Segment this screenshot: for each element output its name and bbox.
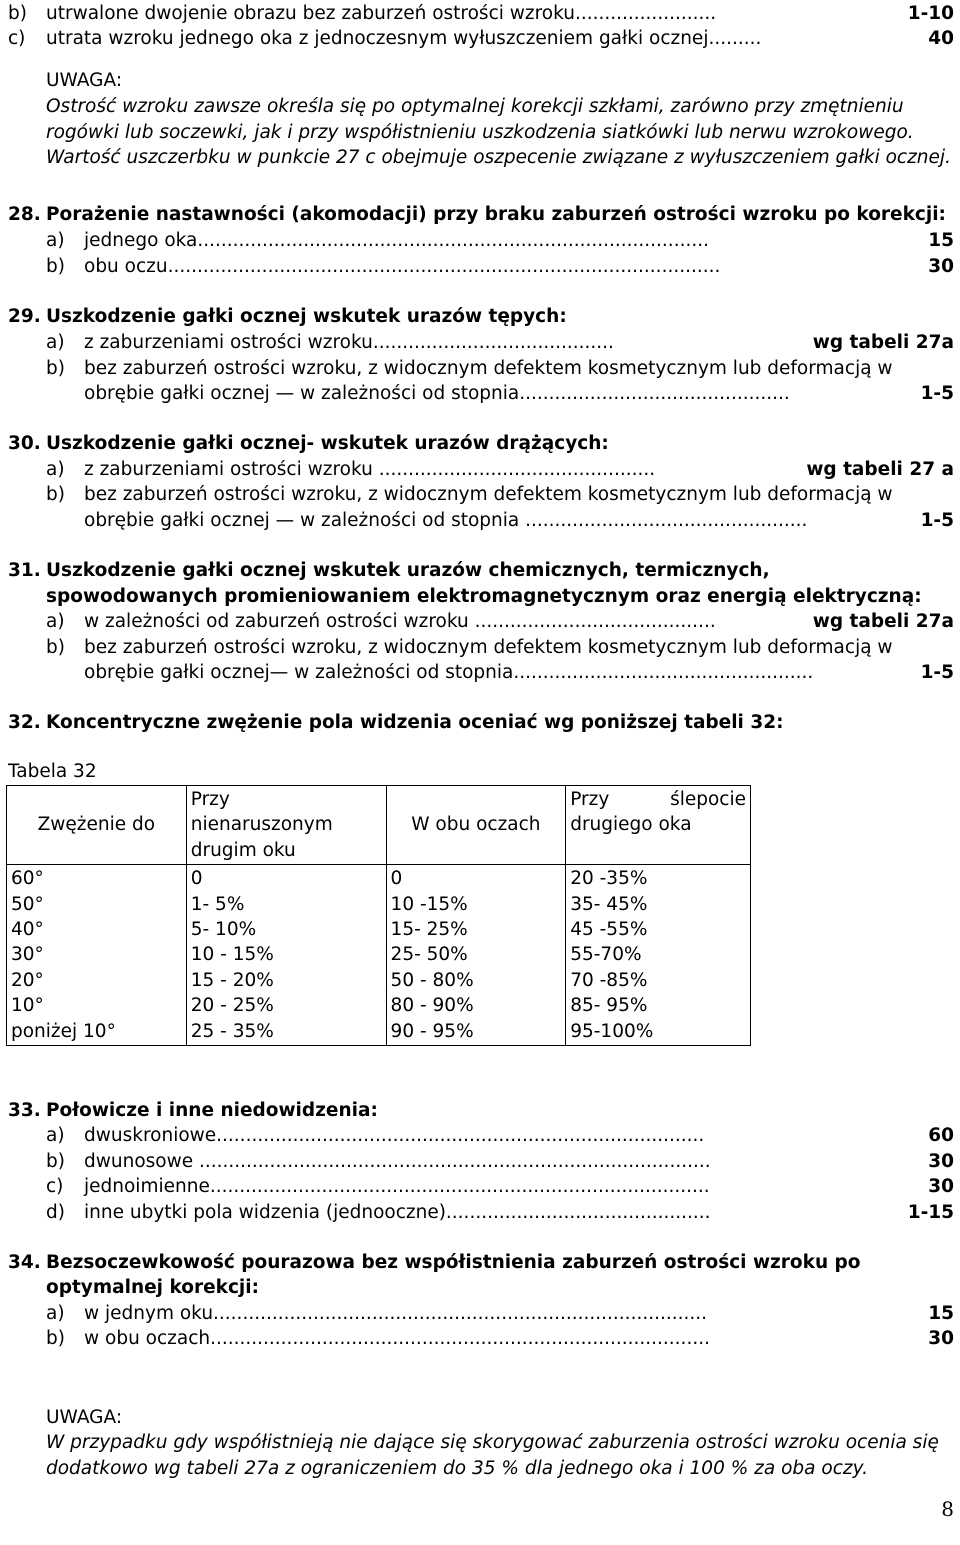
cell-value: 10° (11, 995, 44, 1017)
header-text: drugim oku (190, 839, 296, 861)
item-value: 1-5 (920, 383, 954, 404)
page-number: 8 (941, 1497, 954, 1521)
header-text: drugiego oka (570, 814, 692, 836)
cell-value: 1- 5% (190, 893, 245, 915)
item-label: a) (46, 611, 65, 632)
item-text: jednoimienne..................................................................................... (84, 1176, 710, 1197)
item-label: a) (46, 459, 65, 480)
cell-value: 50 - 80% (390, 969, 474, 991)
item-label: c) (8, 28, 26, 49)
item-label: a) (46, 1303, 65, 1324)
section-number: 29. (8, 306, 41, 327)
item-value: wg tabeli 27a (812, 332, 954, 353)
item-label: a) (46, 1125, 65, 1146)
item-label: b) (46, 1328, 65, 1349)
item-text: dwunosowe ....................................................................................... (84, 1151, 711, 1172)
cell-value: 10 -15% (390, 893, 468, 915)
table-32 (6, 785, 751, 1046)
list-item (46, 1124, 918, 1148)
table-cell (7, 865, 187, 1046)
item-text: w zależności od zaburzeń ostrości wzroku ......................................... (84, 611, 716, 632)
cell-value: 60° (11, 868, 44, 890)
header-cell (186, 786, 386, 865)
note-title: UWAGA: (46, 1407, 123, 1428)
table-cell (566, 865, 751, 1046)
item-label: b) (46, 358, 65, 379)
item-text: utrata wzroku jednego oka z jednoczesnym wyłuszczeniem gałki ocznej......... (46, 28, 762, 49)
section-number: 33. (8, 1100, 41, 1121)
item-text: inne ubytki pola widzenia (jednooczne)............................................. (84, 1202, 711, 1223)
header-text: ślepocie (670, 789, 746, 810)
item-text: bez zaburzeń ostrości wzroku, z widocznym defektem kosmetycznym lub deformacją w (84, 637, 893, 658)
header-text: Przy (570, 789, 610, 810)
cell-value: 45 -55% (570, 919, 648, 941)
item-text-cont: obrębie gałki ocznej— w zależności od stopnia................................................... (84, 662, 814, 683)
item-label: b) (46, 484, 65, 505)
table-header-row (7, 786, 751, 865)
table-data-row (7, 865, 751, 1046)
item-text-cont: obrębie gałki ocznej — w zależności od stopnia.............................................. (84, 383, 790, 404)
table-cell (186, 865, 386, 1046)
cell-value: 0 (390, 868, 403, 890)
item-value: 30 (928, 1176, 954, 1197)
section-title-cont: optymalnej korekcji: (46, 1277, 259, 1298)
item-text: obu oczu.............................................................................................. (84, 256, 721, 277)
item-text: dwuskroniowe................................................................................... (84, 1125, 705, 1146)
item-text: z zaburzeniami ostrości wzroku ............................................... (84, 459, 656, 480)
header-text: nienaruszonym (190, 814, 333, 836)
cell-value: 55-70% (570, 944, 642, 966)
cell-value: 35- 45% (570, 893, 648, 915)
item-value: 30 (928, 1151, 954, 1172)
item-value: wg tabeli 27 a (806, 459, 954, 480)
cell-value: 15 - 20% (190, 969, 274, 991)
section-number: 32. (8, 712, 41, 733)
item-label: b) (46, 637, 65, 658)
item-value: 15 (928, 1303, 954, 1324)
section-title: Połowicze i inne niedowidzenia: (46, 1100, 378, 1121)
section-number: 31. (8, 560, 41, 581)
note-line: rogówki lub soczewki, jak i przy współistnieniu uszkodzenia siatkówki lub nerwu wzrokowego. (46, 122, 914, 143)
header-text: W obu oczach (411, 814, 541, 836)
item-text: bez zaburzeń ostrości wzroku, z widocznym defektem kosmetycznym lub deformacją w (84, 484, 893, 505)
cell-value: 5- 10% (190, 919, 257, 941)
cell-value: 50° (11, 893, 44, 915)
item-label: b) (8, 3, 27, 24)
section-title: Porażenie nastawności (akomodacji) przy braku zaburzeń ostrości wzroku po korekcji: (46, 204, 946, 225)
note-line: Wartość uszczerbku w punkcie 27 c obejmuje oszpecenie związane z wyłuszczeniem gałki ocznej. (46, 147, 951, 168)
note-title: UWAGA: (46, 70, 123, 91)
item-value: 60 (928, 1125, 954, 1146)
cell-value: 20 - 25% (190, 995, 274, 1017)
section-title: Bezsoczewkowość pourazowa bez współistnienia zaburzeń ostrości wzroku po (46, 1252, 861, 1273)
table-caption: Tabela 32 (8, 761, 97, 782)
list-item (46, 1327, 908, 1351)
item-value: 15 (928, 230, 954, 251)
item-label: a) (46, 230, 65, 251)
item-value: wg tabeli 27a (812, 611, 954, 632)
item-label: c) (46, 1176, 64, 1197)
item-label: b) (46, 256, 65, 277)
item-label: b) (46, 1151, 65, 1172)
table-cell (386, 865, 566, 1046)
list-item (46, 1175, 918, 1199)
cell-value: 85- 95% (570, 995, 648, 1017)
header-cell (566, 786, 751, 865)
item-value: 1-5 (920, 662, 954, 683)
item-text: w obu oczach..................................................................................... (84, 1328, 710, 1349)
cell-value: 95-100% (570, 1020, 654, 1042)
cell-value: 70 -85% (570, 969, 648, 991)
section-title: Koncentryczne zwężenie pola widzenia oceniać wg poniższej tabeli 32: (46, 712, 784, 733)
section-number: 30. (8, 433, 41, 454)
cell-value: 15- 25% (390, 919, 468, 941)
item-text: utrwalone dwojenie obrazu bez zaburzeń ostrości wzroku........................ (46, 3, 717, 24)
list-item (46, 331, 806, 355)
list-item (46, 1302, 908, 1326)
cell-value: 20 -35% (570, 868, 648, 890)
cell-value: 20° (11, 969, 44, 991)
list-item-c (8, 27, 888, 51)
note-line: Ostrość wzroku zawsze określa się po optymalnej korekcji szkłami, zarówno przy zmętnieniu (46, 96, 904, 117)
list-item (46, 1201, 886, 1225)
item-value: 1-10 (907, 3, 954, 24)
note-line: W przypadku gdy współistnieją nie dające się skorygować zaburzenia ostrości wzroku ocenia się (46, 1432, 939, 1453)
section-number: 34. (8, 1252, 41, 1273)
cell-value: 10 - 15% (190, 944, 274, 966)
section-title: Uszkodzenie gałki ocznej wskutek urazów chemicznych, termicznych, (46, 560, 770, 581)
section-title: Uszkodzenie gałki ocznej wskutek urazów tępych: (46, 306, 567, 327)
list-item (46, 1150, 918, 1174)
list-item (46, 610, 806, 634)
list-item (46, 357, 893, 381)
section-title-cont: spowodowanych promieniowaniem elektromagnetycznym oraz energią elektryczną: (46, 586, 922, 607)
header-text: Zwężenie do (37, 814, 156, 836)
item-text: w jednym oku.................................................................................... (84, 1303, 708, 1324)
header-text: Przy (190, 789, 230, 810)
list-item-b (8, 2, 888, 26)
header-cell (7, 786, 187, 865)
list-item (46, 636, 893, 660)
list-item (46, 255, 896, 279)
cell-value: 80 - 90% (390, 995, 474, 1017)
cell-value: 25 - 35% (190, 1020, 274, 1042)
section-title: Uszkodzenie gałki ocznej- wskutek urazów drążących: (46, 433, 609, 454)
item-value: 40 (928, 28, 954, 49)
item-value: 1-5 (920, 510, 954, 531)
cell-value: 40° (11, 919, 44, 941)
cell-value: poniżej 10° (11, 1020, 116, 1042)
cell-value: 30° (11, 944, 44, 966)
item-text: bez zaburzeń ostrości wzroku, z widocznym defektem kosmetycznym lub deformacją w (84, 358, 893, 379)
note-line: dodatkowo wg tabeli 27a z ograniczeniem do 35 % dla jednego oka i 100 % za oba oczy. (46, 1458, 868, 1479)
item-text-cont: obrębie gałki ocznej — w zależności od stopnia ................................................ (84, 510, 808, 531)
item-value: 1-15 (907, 1202, 954, 1223)
item-value: 30 (928, 256, 954, 277)
item-value: 30 (928, 1328, 954, 1349)
cell-value: 90 - 95% (390, 1020, 474, 1042)
header-cell (386, 786, 566, 865)
cell-value: 25- 50% (390, 944, 468, 966)
item-text: jednego oka....................................................................................... (84, 230, 709, 251)
item-label: d) (46, 1202, 65, 1223)
item-label: a) (46, 332, 65, 353)
list-item (46, 458, 804, 482)
section-number: 28. (8, 204, 41, 225)
cell-value: 0 (190, 868, 203, 890)
list-item (46, 483, 893, 507)
list-item (46, 229, 896, 253)
item-text: z zaburzeniami ostrości wzroku......................................... (84, 332, 614, 353)
